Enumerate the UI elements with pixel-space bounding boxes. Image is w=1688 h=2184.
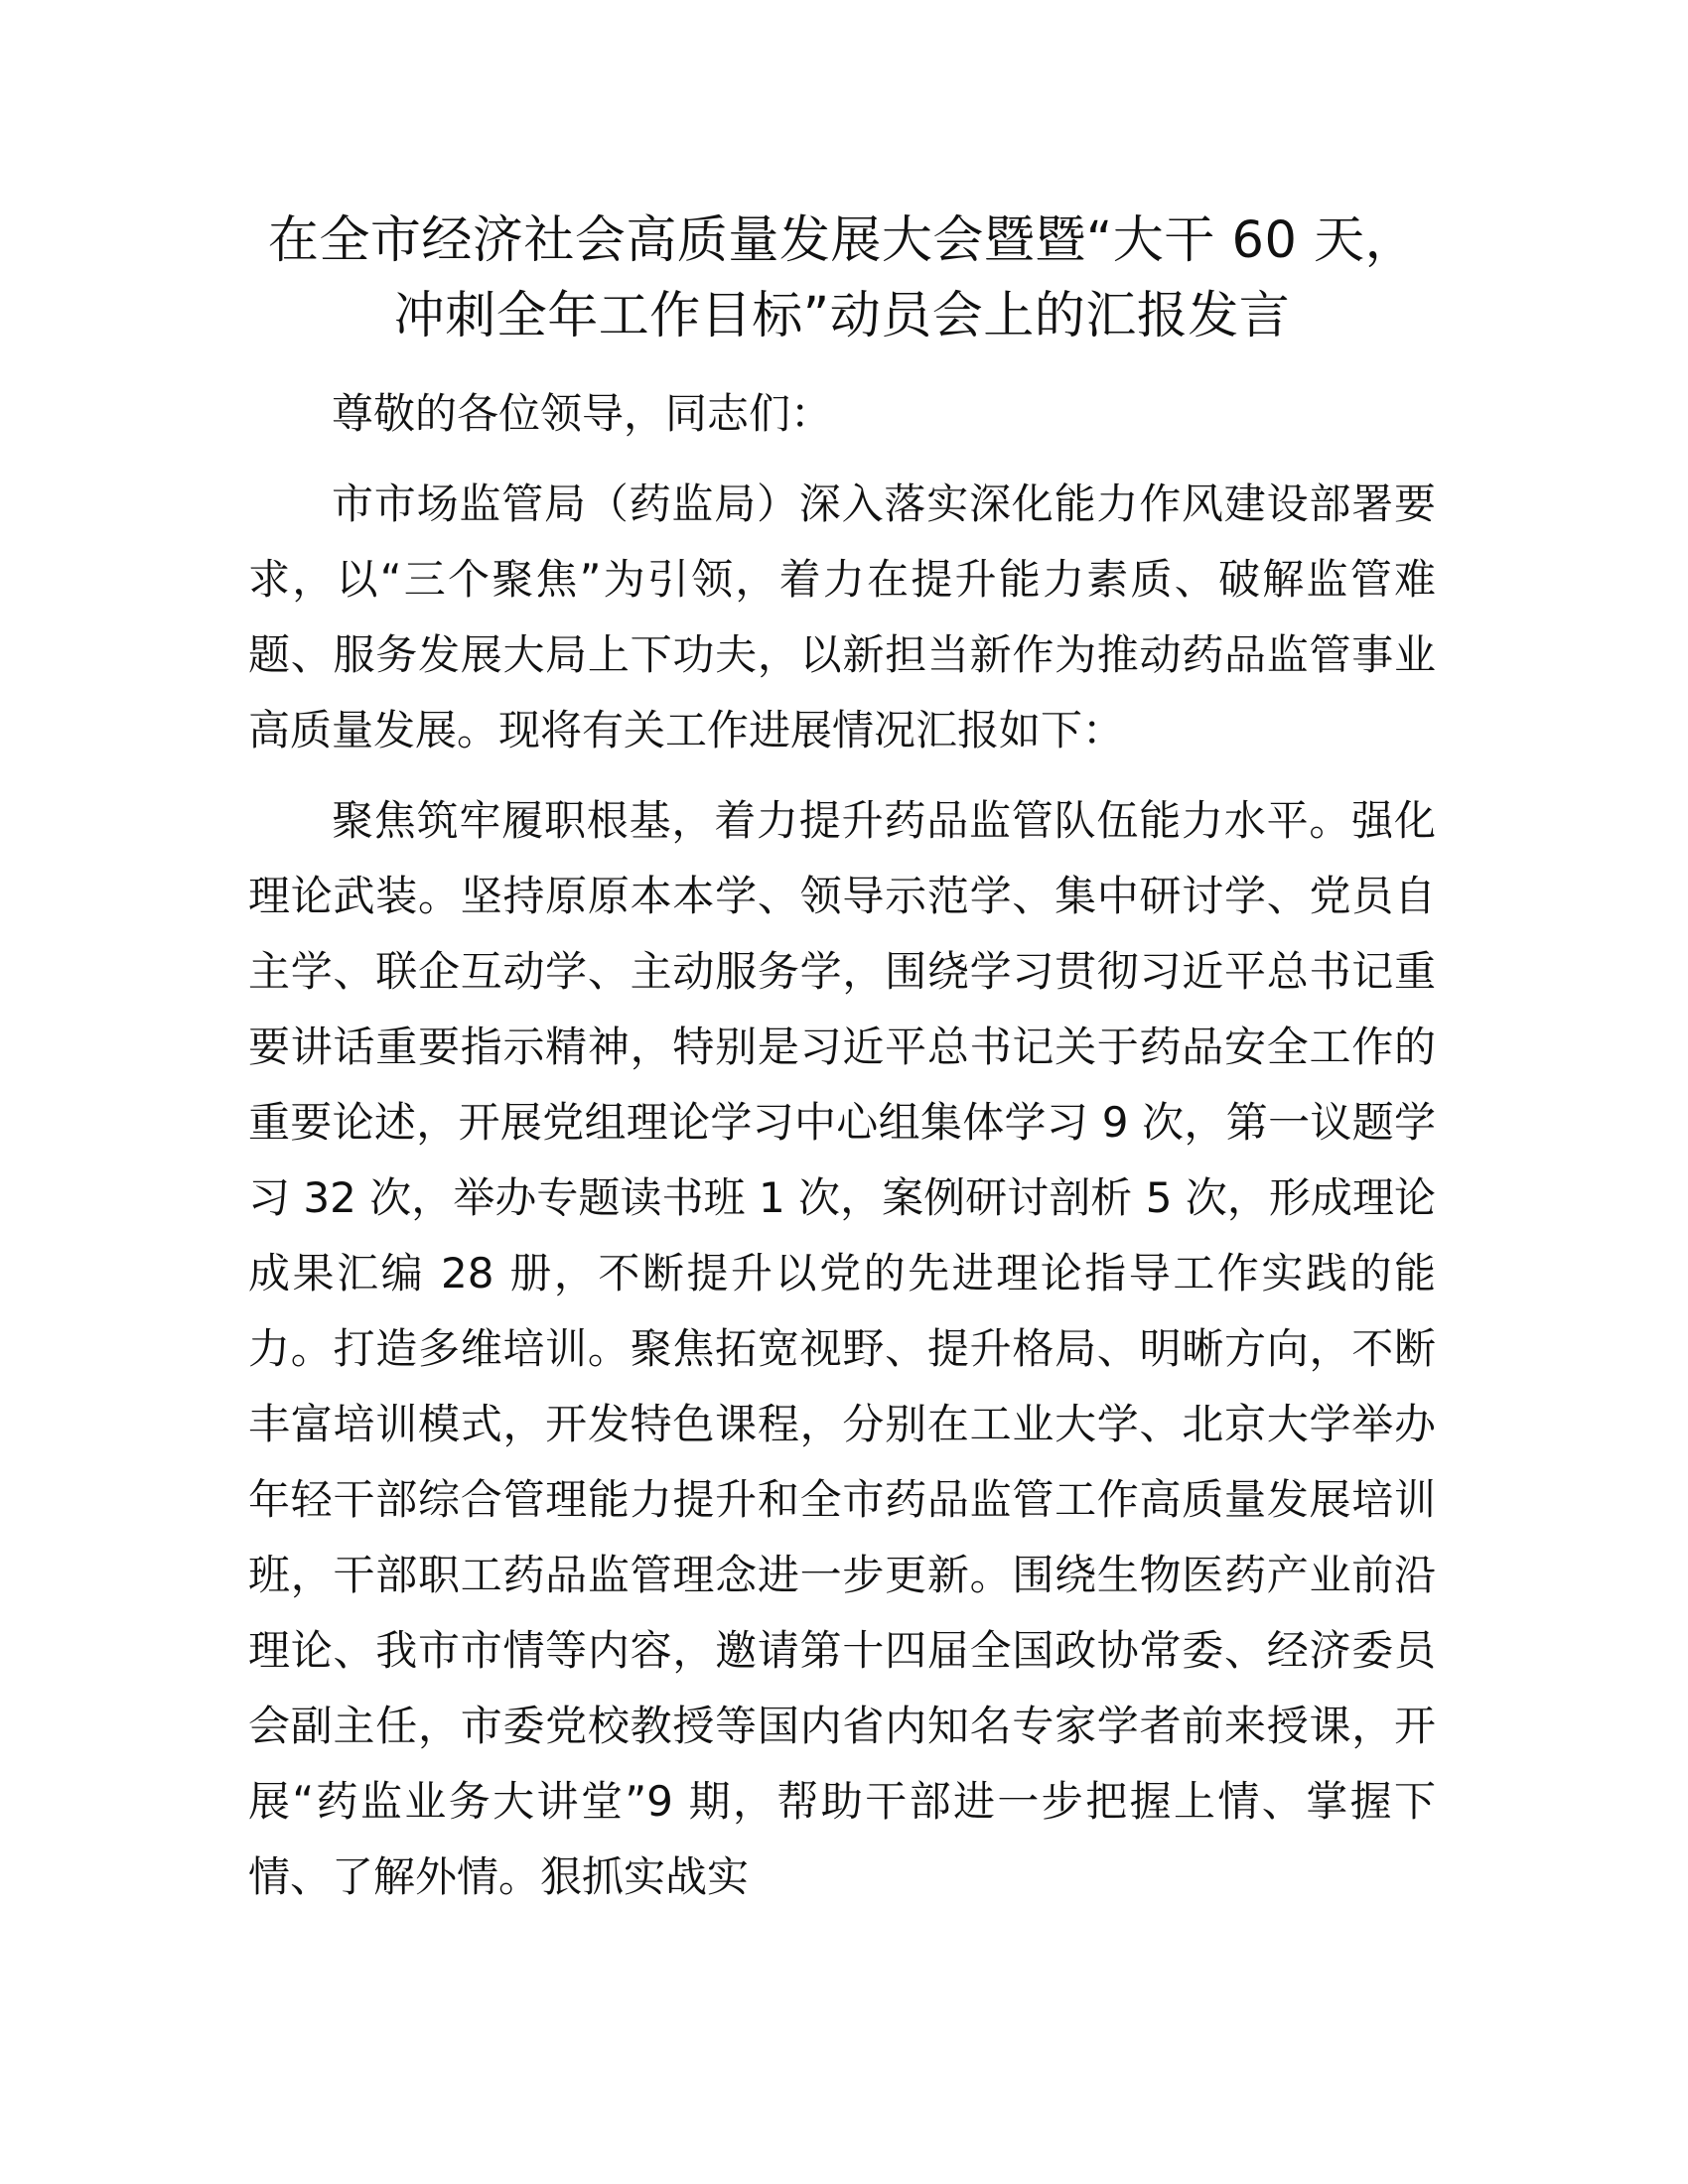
document-body: [248, 376, 1436, 1915]
salutation: 尊敬的各位领导，同志们：: [332, 389, 833, 438]
document-page: [248, 204, 1436, 1915]
paragraph-capability: 聚焦筑牢履职根基，着力提升药品监管队伍能力水平。强化理论武装。坚持原原本本学、领导示范学、集中研讨学、党员自主学、联企互动学、主动服务学，围绕学习贯彻习近平总书记重要讲话重要指示精神，特别是习近平总书记关于药品安全工作的重要论述，开展党组理论学习中心组集体学习 9 次，第一议题学习 32 次，举办专题读书班 1 次，案例研讨剖析 5 次，形成理论成果汇编 28 册，不断提升以党的先进理论指导工作实践的能力。打造多维培训。聚焦拓宽视野、提升格局、明晰方向，不断丰富培训模式，开发特色课程，分别在工业大学、北京大学举办年轻干部综合管理能力提升和全市药品监管工作高质量发展培训班，干部职工药品监管理念进一步更新。围绕生物医药产业前沿理论、我市市情等内容，邀请第十四届全国政协常委、经济委员会副主任，市委党校教授等国内省内知名专家学者前来授课，开展“药监业务大讲堂”9 期，帮助干部进一步把握上情、掌握下情、了解外情。狠抓实战实: [248, 796, 1436, 1901]
document-title: 在全市经济社会高质量发展大会暨暨“大干 60 天，冲刺全年工作目标”动员会上的汇报发言: [267, 211, 1417, 345]
paragraph-intro: 市市场监管局（药监局）深入落实深化能力作风建设部署要求，以“三个聚焦”为引领，着力在提升能力素质、破解监管难题、服务发展大局上下功夫，以新担当新作为推动药品监管事业高质量发展。现将有关工作进展情况汇报如下：: [248, 479, 1436, 754]
